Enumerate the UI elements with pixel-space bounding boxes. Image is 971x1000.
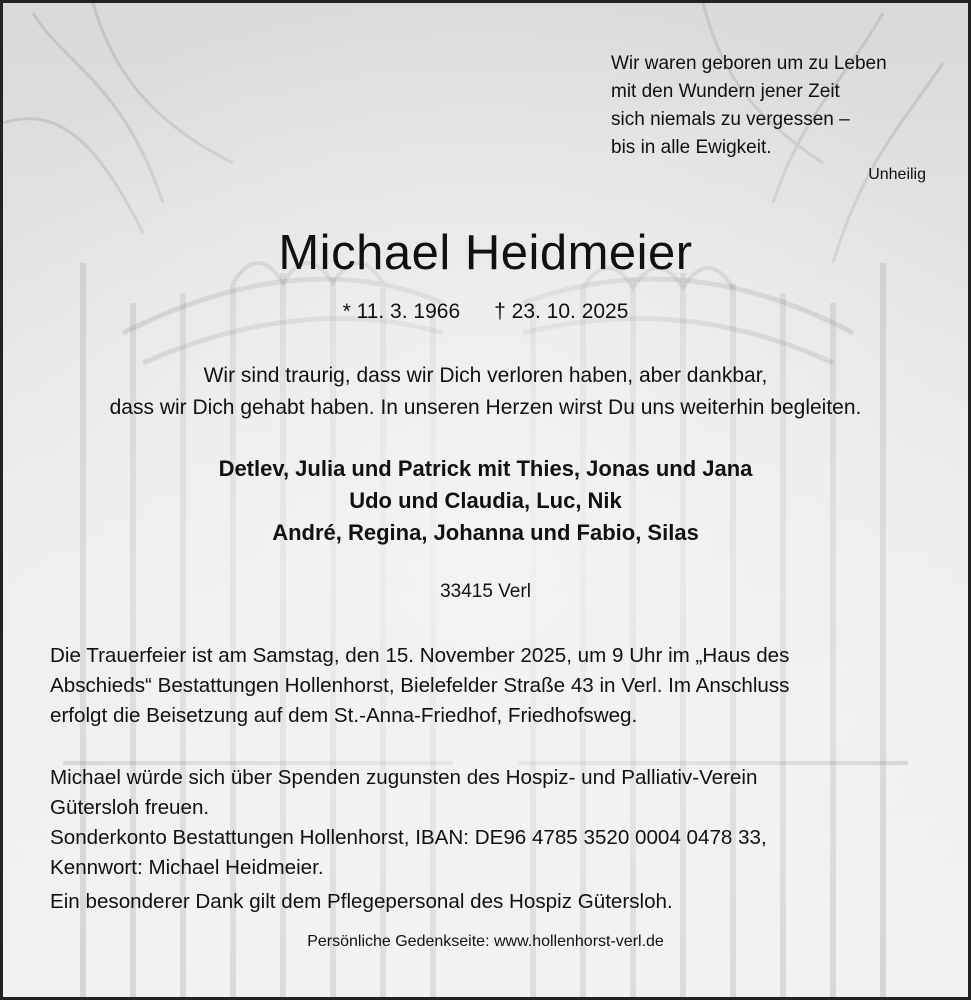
family-line: Detlev, Julia und Patrick mit Thies, Jonas und Jana <box>218 456 753 481</box>
thanks-text: Ein besonderer Dank gilt dem Pflegepersonal des Hospiz Gütersloh. <box>50 890 673 913</box>
donation-line: Gütersloh freuen. <box>50 796 210 819</box>
funeral-paragraph <box>50 641 926 731</box>
family-line: Udo und Claudia, Luc, Nik <box>349 488 622 513</box>
mourning-line: dass wir Dich gehabt haben. In unseren Herzen wirst Du uns weiterhin begleiten. <box>109 396 862 419</box>
poem-line: bis in alle Ewigkeit. <box>611 137 772 158</box>
city: 33415 Verl <box>440 581 531 602</box>
donation-paragraph <box>50 763 926 883</box>
poem-line: mit den Wundern jener Zeit <box>611 81 840 102</box>
life-dates <box>3 300 968 324</box>
deceased-name: Michael Heidmeier <box>278 226 693 280</box>
donation-line: Kennwort: Michael Heidmeier. <box>50 856 324 879</box>
poem-block <box>503 50 926 186</box>
mourning-text <box>3 360 968 424</box>
donation-line: Michael würde sich über Spenden zugunsten des Hospiz- und Palliativ-Verein <box>50 766 758 789</box>
funeral-line: Die Trauerfeier ist am Samstag, den 15. November 2025, um 9 Uhr im „Haus des <box>50 644 790 667</box>
death-date: † 23. 10. 2025 <box>494 300 629 323</box>
poem-line: Wir waren geboren um zu Leben <box>611 53 887 74</box>
mourning-line: Wir sind traurig, dass wir Dich verloren haben, aber dankbar, <box>203 364 768 387</box>
poem-author: Unheilig <box>868 166 926 183</box>
family-names <box>3 453 968 549</box>
donation-line: Sonderkonto Bestattungen Hollenhorst, IBAN: DE96 4785 3520 0004 0478 33, <box>50 826 767 849</box>
poem-line: sich niemals zu vergessen – <box>611 109 850 130</box>
memorial-page-link[interactable]: Persönliche Gedenkseite: www.hollenhorst-verl.de <box>307 933 664 950</box>
family-line: André, Regina, Johanna und Fabio, Silas <box>272 520 699 545</box>
funeral-line: erfolgt die Beisetzung auf dem St.-Anna-Friedhof, Friedhofsweg. <box>50 704 638 727</box>
funeral-line: Abschieds“ Bestattungen Hollenhorst, Bielefelder Straße 43 in Verl. Im Anschluss <box>50 674 790 697</box>
birth-date: * 11. 3. 1966 <box>342 300 461 323</box>
